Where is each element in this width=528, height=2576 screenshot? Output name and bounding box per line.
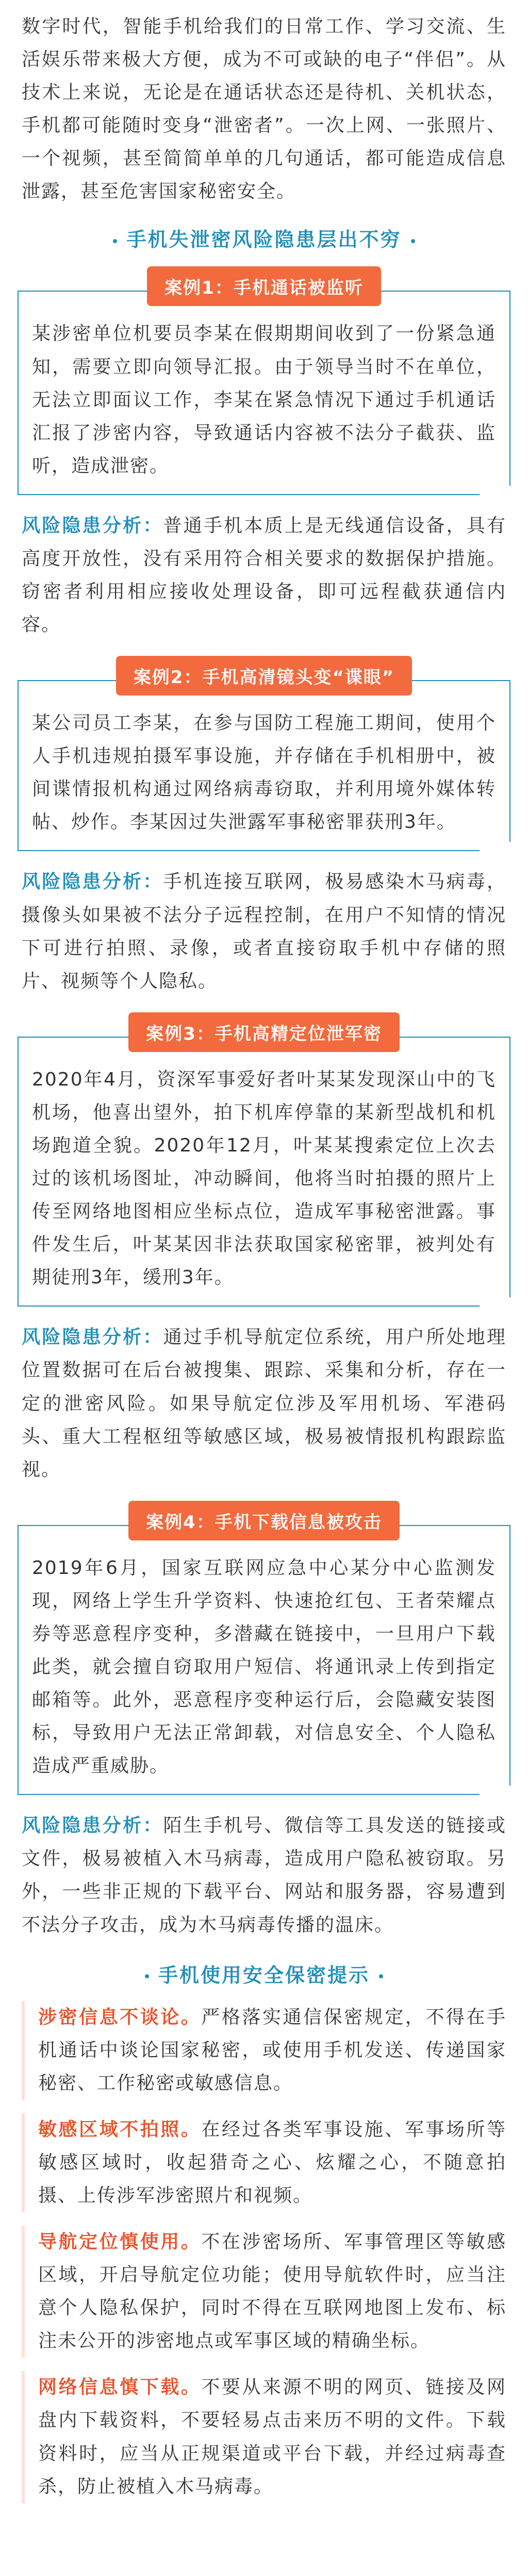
case-3-badge: 案例3：手机高精定位泄军密 — [128, 1012, 400, 1052]
tip-2 — [22, 2113, 506, 2212]
dot-icon — [113, 239, 117, 243]
risk-label: 风险隐患分析： — [22, 1327, 163, 1348]
case-2-badge: 案例2：手机高清镜头变“谍眼” — [116, 656, 412, 696]
case-3-box — [18, 1037, 510, 1307]
case-2-badge-wrap — [0, 656, 528, 696]
tip-text: 严格落实通信保密规定，不得在手机通话中谈论国家秘密，或使用手机发送、传递国家秘密、工作秘密或敏感信息。 — [38, 2006, 506, 2094]
tip-text: 不要从来源不明的网页、链接及网盘内下载资料，不要轻易点击来历不明的文件。下载资料时，应当从正规渠道或平台下载，并经过病毒查杀，防止被植入木马病毒。 — [38, 2377, 506, 2497]
section-title-tips — [0, 1959, 528, 1988]
risk-label: 风险隐患分析： — [22, 515, 163, 536]
tip-text: 在经过各类军事设施、军事场所等敏感区域时，收起猎奇之心、炫耀之心，不随意拍摄、上传涉军涉密照片和视频。 — [38, 2119, 506, 2206]
case-3-body: 2020年4月，资深军事爱好者叶某某发现深山中的飞机场，他喜出望外，拍下机库停靠的某新型战机和机场跑道全貌。2020年12月，叶某某搜索定位上次去过的该机场图址，冲动瞬间，他将当时拍摄的照片上传至网络地图相应坐标点位，造成军事秘密泄露。事件发生后，叶某某因非法获取国家秘密罪，被判处有期徒刑3年，缓刑3年。 — [32, 1069, 496, 1289]
case-2-body: 某公司员工李某，在参与国防工程施工期间，使用个人手机违规拍摄军事设施，并存储在手机相册中，被间谍情报机构通过网络病毒窃取，并利用境外媒体转帖、炒作。李某因过失泄露军事秘密罪获刑3年。 — [32, 713, 496, 833]
case-2-risk — [22, 866, 506, 997]
case-4-badge-wrap — [0, 1501, 528, 1540]
tip-label: 涉密信息不谈论。 — [38, 2006, 202, 2028]
case-1-badge-wrap — [0, 266, 528, 306]
tip-label: 网络信息慎下载。 — [38, 2377, 202, 2398]
risk-label: 风险隐患分析： — [22, 871, 163, 893]
case-3-risk — [22, 1321, 506, 1486]
dot-icon — [145, 1974, 149, 1978]
risk-label: 风险隐患分析： — [22, 1815, 163, 1837]
risk-text: 通过手机导航定位系统，用户所处地理位置数据可在后台被搜集、跟踪、采集和分析，存在一定的泄密风险。如果导航定位涉及军用机场、军港码头、重大工程枢纽等敏感区域，极易被情报机构跟踪监视。 — [22, 1327, 506, 1480]
section-title-text: 手机失泄密风险隐患层出不穷 — [126, 228, 402, 251]
case-1-risk — [22, 510, 506, 641]
tip-text: 不在涉密场所、军事管理区等敏感区域，开启导航定位功能；使用导航软件时，应当注意个人隐私保护，同时不得在互联网地图上发布、标注未公开的涉密地点或军事区域的精确坐标。 — [38, 2231, 506, 2352]
case-2-box — [18, 680, 510, 851]
case-3-badge-wrap — [0, 1012, 528, 1052]
section-title-text: 手机使用安全保密提示 — [158, 1963, 370, 1987]
case-4-body: 2019年6月，国家互联网应急中心某分中心监测发现，网络上学生升学资料、快速抢红包、王者荣耀点券等恶意程序变种，多潜藏在链接中，一旦用户下载此类，就会擅自窃取用户短信、将通讯录上传到指定邮箱等。此外，恶意程序变种运行后，会隐藏安装图标，导致用户无法正常卸载，对信息安全、个人隐私造成严重威胁。 — [32, 1557, 496, 1777]
case-4-risk — [22, 1809, 506, 1941]
tip-label: 敏感区域不拍照。 — [38, 2119, 202, 2140]
risk-text: 普通手机本质上是无线通信设备，具有高度开放性，没有采用符合相关要求的数据保护措施。窃密者利用相应接收处理设备，即可远程截获通信内容。 — [22, 515, 506, 636]
tip-label: 导航定位慎使用。 — [38, 2231, 202, 2253]
dot-icon — [411, 239, 415, 243]
case-1-box — [18, 291, 510, 495]
case-4-box — [18, 1525, 510, 1795]
case-1-body: 某涉密单位机要员李某在假期期间收到了一份紧急通知，需要立即向领导汇报。由于领导当时不在单位，无法立即面议工作，李某在紧急情况下通过手机通话汇报了涉密内容，导致通话内容被不法分子截获、监听，造成泄密。 — [32, 323, 496, 477]
intro-paragraph: 数字时代，智能手机给我们的日常工作、学习交流、生活娱乐带来极大方便，成为不可或缺的电子“伴侣”。从技术上来说，无论是在通话状态还是待机、关机状态，手机都可能随时变身“泄密者”。一次上网、一张照片、一个视频，甚至简简单单的几句通话，都可能造成信息泄露，甚至危害国家秘密安全。 — [22, 16, 506, 202]
tip-1 — [22, 2001, 506, 2100]
case-1-badge: 案例1：手机通话被监听 — [147, 266, 381, 306]
dot-icon — [379, 1974, 383, 1978]
risk-text: 手机连接互联网，极易感染木马病毒，摄像头如果被不法分子远程控制，在用户不知情的情况下可进行拍照、录像，或者直接窃取手机中存储的照片、视频等个人隐私。 — [22, 871, 506, 992]
case-4-badge: 案例4：手机下载信息被攻击 — [128, 1501, 400, 1540]
section-title-risks — [0, 224, 528, 252]
tip-4 — [22, 2371, 506, 2503]
tip-3 — [22, 2226, 506, 2358]
risk-text: 陌生手机号、微信等工具发送的链接或文件，极易被植入木马病毒，造成用户隐私被窃取。另外，一些非正规的下载平台、网站和服务器，容易遭到不法分子攻击，成为木马病毒传播的温床。 — [22, 1815, 506, 1936]
